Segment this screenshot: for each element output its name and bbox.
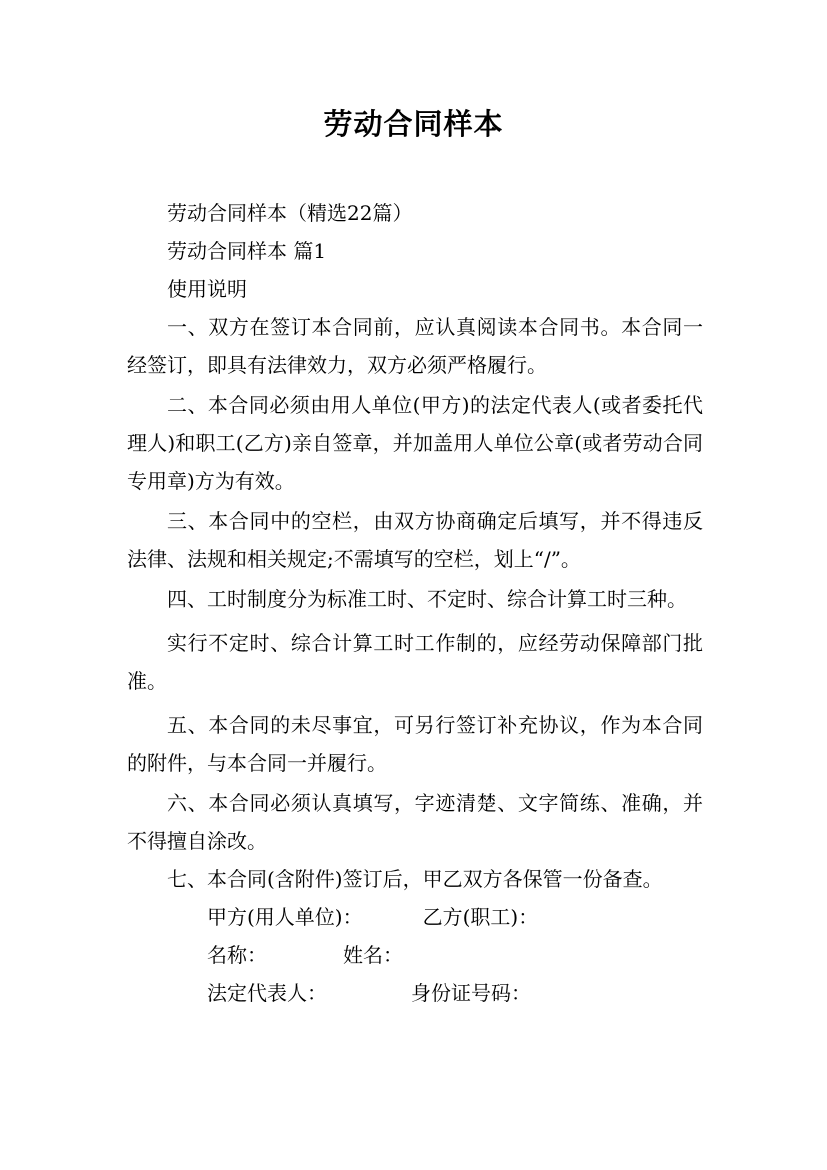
party-b-label: 乙方(职工)： [422, 905, 539, 929]
paragraph-8: 七、本合同(含附件)签订后，甲乙双方各保管一份备查。 [167, 867, 663, 891]
paragraph-1: 一、双方在签订本合同前，应认真阅读本合同书。本合同一经签订，即具有法律效力，双方必须严格履行。 [127, 315, 703, 377]
document-body [127, 194, 703, 1012]
id-number-label: 身份证号码： [411, 981, 531, 1005]
legal-rep-label: 法定代表人： [207, 981, 327, 1005]
paragraph-3: 三、本合同中的空栏，由双方协商确定后填写，并不得违反法律、法规和相关规定;不需填写的空栏，划上“/”。 [127, 509, 703, 571]
name-label: 名称： [207, 943, 267, 967]
paragraph-7: 六、本合同必须认真填写，字迹清楚、文字简练、准确，并不得擅自涂改。 [127, 791, 703, 853]
paragraph-4: 四、工时制度分为标准工时、不定时、综合计算工时三种。 [167, 587, 687, 611]
paragraph-2: 二、本合同必须由用人单位(甲方)的法定代表人(或者委托代理人)和职工(乙方)亲自签章，并加盖用人单位公章(或者劳动合同专用章)方为有效。 [127, 393, 703, 493]
signature-row-names [127, 936, 703, 974]
doc-subtitle: 劳动合同样本（精选22篇） [167, 201, 413, 225]
paragraph-6: 五、本合同的未尽事宜，可另行签订补充协议，作为本合同的附件，与本合同一并履行。 [127, 713, 703, 775]
usage-heading: 使用说明 [167, 277, 247, 301]
signature-row-legal [127, 974, 703, 1012]
paragraph-5: 实行不定时、综合计算工时工作制的，应经劳动保障部门批准。 [127, 631, 703, 693]
section-heading: 劳动合同样本 篇1 [167, 239, 327, 263]
document-title: 劳动合同样本 [323, 107, 504, 141]
party-a-label: 甲方(用人单位)： [207, 905, 363, 929]
person-name-label: 姓名： [343, 943, 403, 967]
signature-row-parties [127, 898, 703, 936]
